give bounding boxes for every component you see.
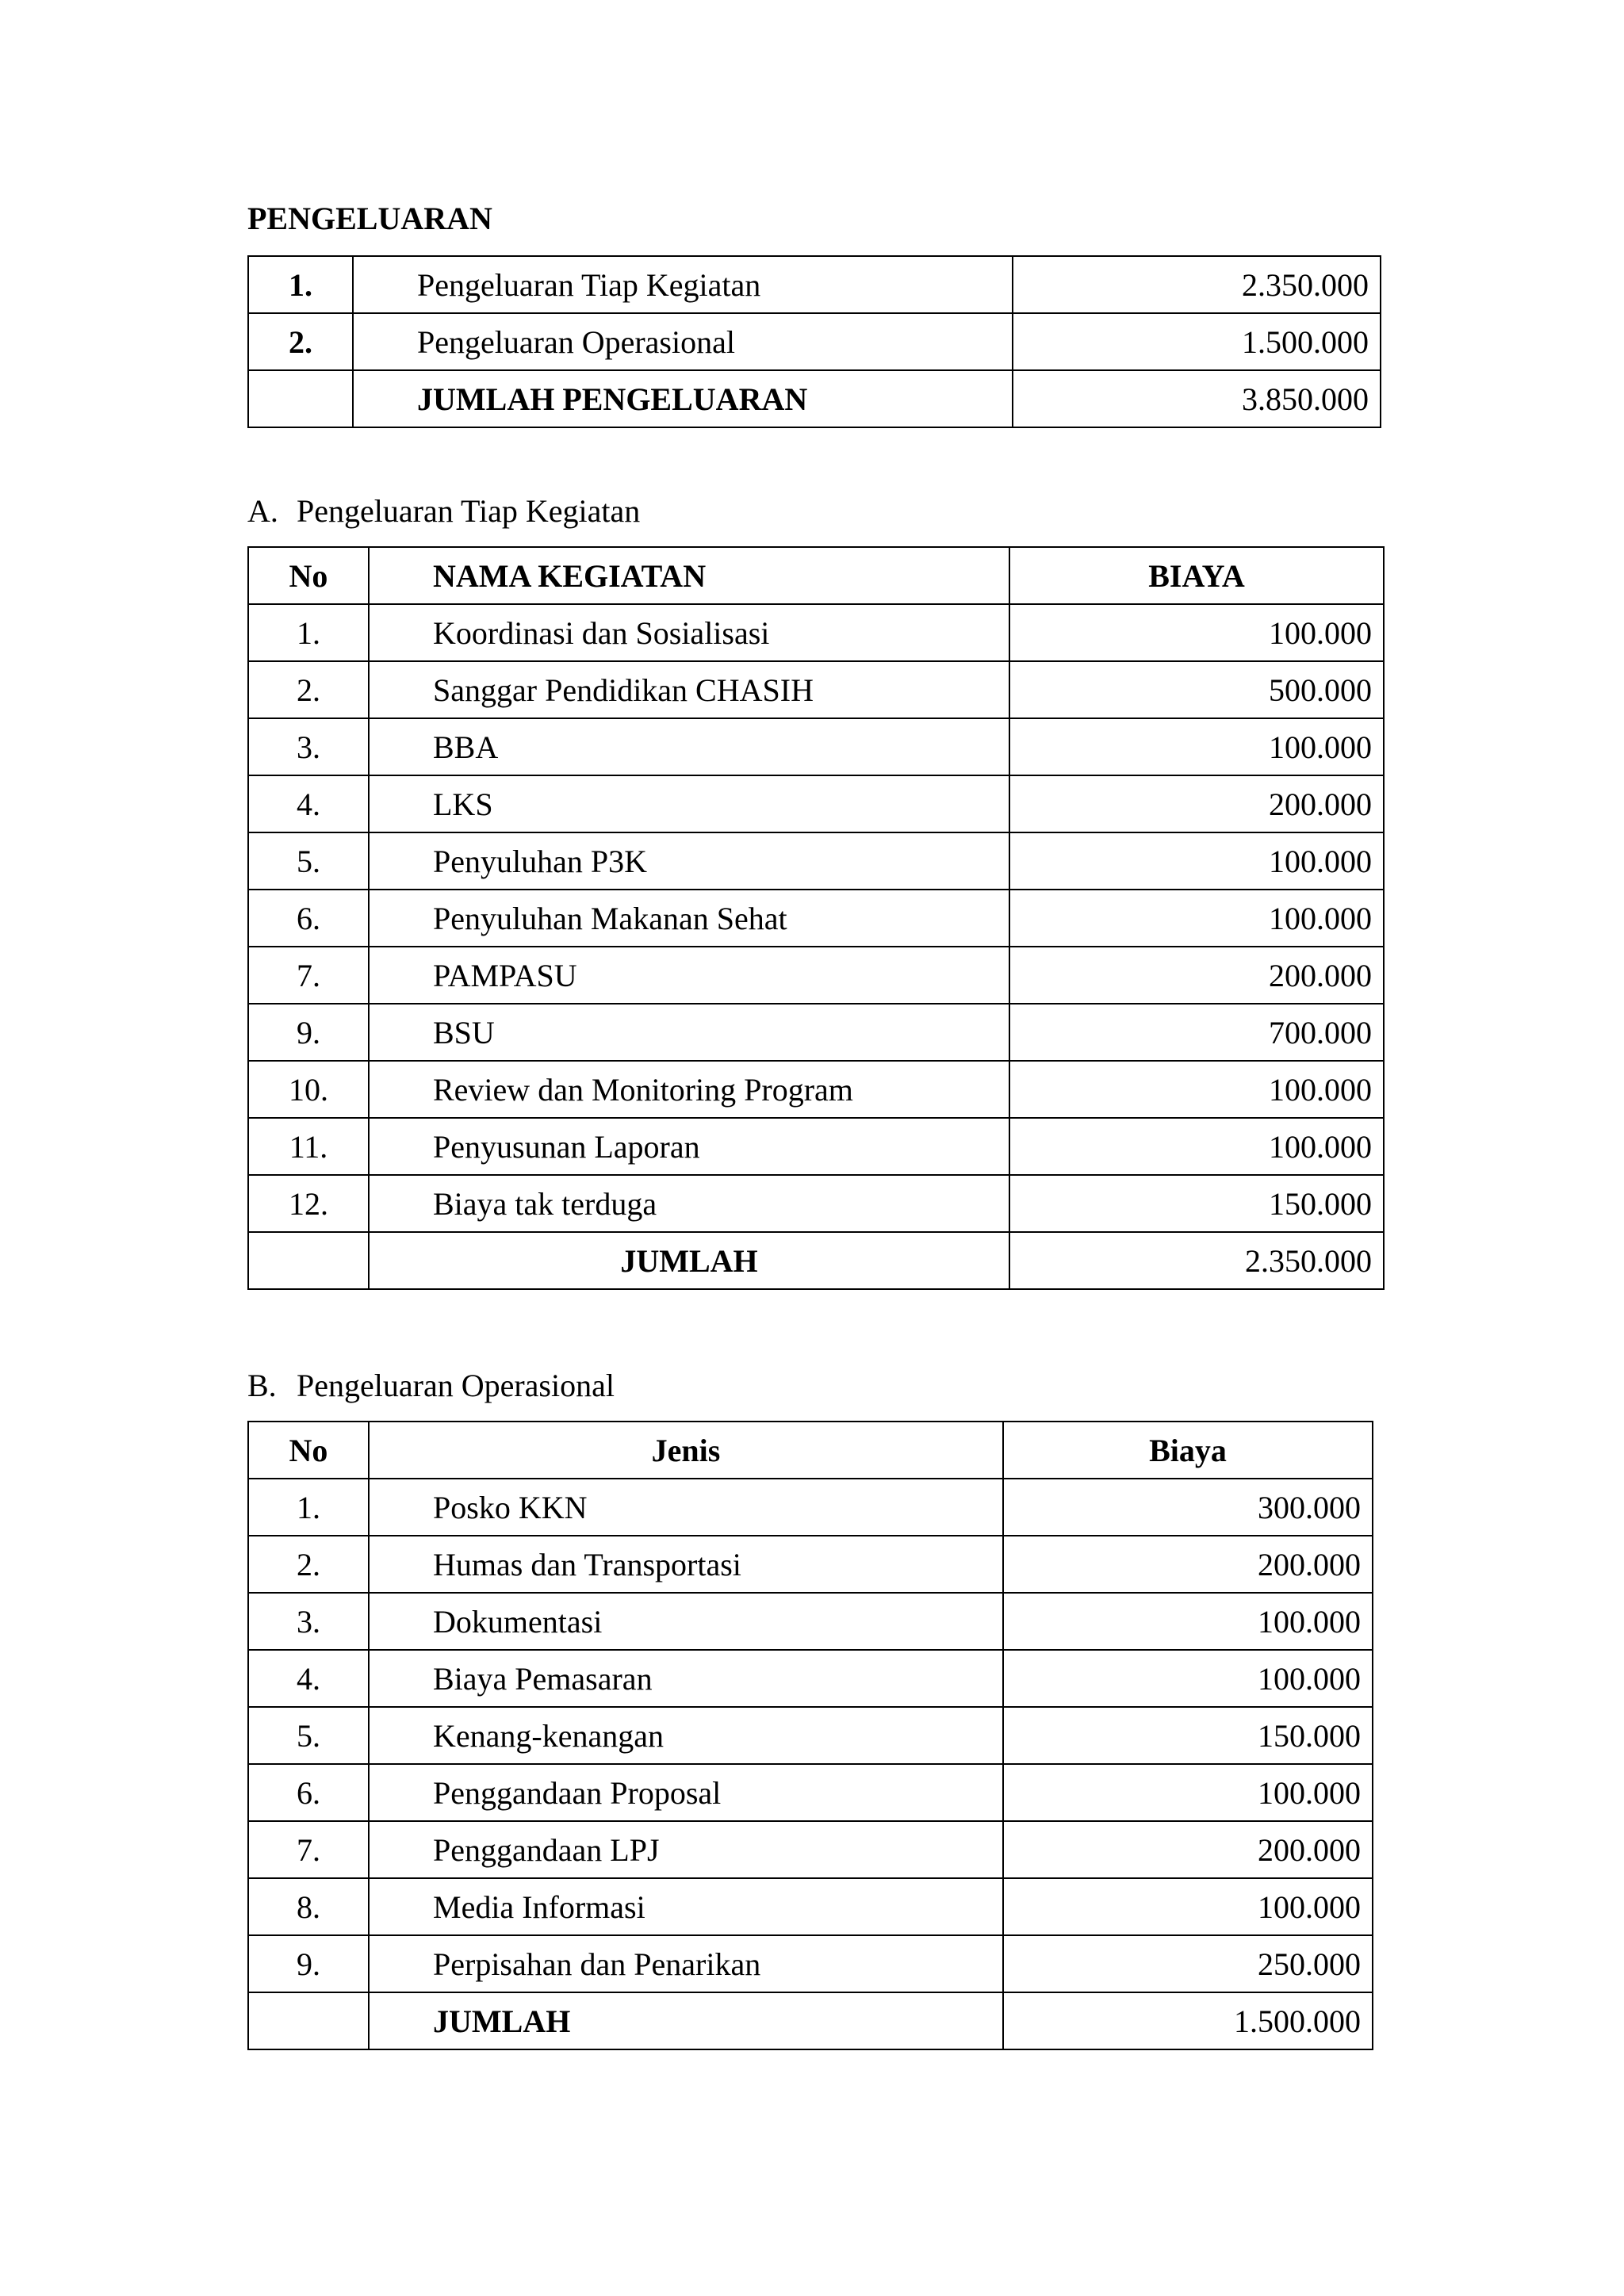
row-cost: 100.000 xyxy=(1003,1878,1373,1935)
header-cost: BIAYA xyxy=(1009,547,1384,604)
table-row xyxy=(248,313,1381,370)
row-cost: 100.000 xyxy=(1009,890,1384,947)
row-number: 5. xyxy=(248,1707,369,1764)
table-row xyxy=(248,1878,1373,1935)
empty-cell xyxy=(248,370,353,427)
row-cost: 500.000 xyxy=(1009,661,1384,718)
section-letter: A. xyxy=(247,493,278,529)
total-amount: 2.350.000 xyxy=(1009,1232,1384,1289)
operational-expenses-table xyxy=(247,1421,1373,2050)
row-amount: 2.350.000 xyxy=(1013,256,1381,313)
header-no: No xyxy=(248,547,369,604)
row-cost: 100.000 xyxy=(1009,1061,1384,1118)
row-cost: 100.000 xyxy=(1003,1593,1373,1650)
row-cost: 100.000 xyxy=(1009,832,1384,890)
row-cost: 100.000 xyxy=(1009,1118,1384,1175)
table-row xyxy=(248,718,1384,775)
row-name: BSU xyxy=(369,1004,1009,1061)
row-number: 8. xyxy=(248,1878,369,1935)
row-number: 9. xyxy=(248,1935,369,1992)
table-row xyxy=(248,1707,1373,1764)
row-name: Review dan Monitoring Program xyxy=(369,1061,1009,1118)
row-number: 3. xyxy=(248,1593,369,1650)
row-number: 1. xyxy=(248,256,353,313)
row-number: 6. xyxy=(248,1764,369,1821)
header-name: Jenis xyxy=(369,1422,1003,1479)
row-name: Penggandaan Proposal xyxy=(369,1764,1003,1821)
row-name: Dokumentasi xyxy=(369,1593,1003,1650)
row-cost: 200.000 xyxy=(1009,947,1384,1004)
activity-expenses-table xyxy=(247,546,1385,1290)
row-cost: 100.000 xyxy=(1009,718,1384,775)
header-row xyxy=(248,547,1384,604)
row-cost: 250.000 xyxy=(1003,1935,1373,1992)
table-row xyxy=(248,1764,1373,1821)
row-cost: 100.000 xyxy=(1009,604,1384,661)
row-item: Pengeluaran Tiap Kegiatan xyxy=(353,256,1013,313)
total-row xyxy=(248,1992,1373,2049)
row-cost: 300.000 xyxy=(1003,1479,1373,1536)
row-name: Koordinasi dan Sosialisasi xyxy=(369,604,1009,661)
row-name: Kenang-kenangan xyxy=(369,1707,1003,1764)
row-name: Penyuluhan Makanan Sehat xyxy=(369,890,1009,947)
row-name: PAMPASU xyxy=(369,947,1009,1004)
row-number: 1. xyxy=(248,604,369,661)
table-row xyxy=(248,1004,1384,1061)
row-item: Pengeluaran Operasional xyxy=(353,313,1013,370)
row-name: LKS xyxy=(369,775,1009,832)
table-row xyxy=(248,1118,1384,1175)
row-number: 10. xyxy=(248,1061,369,1118)
row-name: BBA xyxy=(369,718,1009,775)
total-amount: 1.500.000 xyxy=(1003,1992,1373,2049)
table-row xyxy=(248,1650,1373,1707)
header-row xyxy=(248,1422,1373,1479)
row-number: 3. xyxy=(248,718,369,775)
table-row xyxy=(248,661,1384,718)
row-cost: 700.000 xyxy=(1009,1004,1384,1061)
row-cost: 200.000 xyxy=(1009,775,1384,832)
total-row xyxy=(248,370,1381,427)
total-label: JUMLAH xyxy=(369,1232,1009,1289)
row-name: Sanggar Pendidikan CHASIH xyxy=(369,661,1009,718)
table-row xyxy=(248,604,1384,661)
row-cost: 150.000 xyxy=(1003,1707,1373,1764)
table-row xyxy=(248,832,1384,890)
section-title: Pengeluaran Operasional xyxy=(297,1368,615,1403)
row-number: 2. xyxy=(248,313,353,370)
table-row xyxy=(248,1061,1384,1118)
row-name: Penyusunan Laporan xyxy=(369,1118,1009,1175)
row-number: 7. xyxy=(248,947,369,1004)
empty-cell xyxy=(248,1992,369,2049)
row-name: Biaya tak terduga xyxy=(369,1175,1009,1232)
page-title: PENGELUARAN xyxy=(247,201,492,236)
table-row xyxy=(248,775,1384,832)
row-number: 4. xyxy=(248,1650,369,1707)
row-number: 12. xyxy=(248,1175,369,1232)
row-number: 7. xyxy=(248,1821,369,1878)
table-row xyxy=(248,1175,1384,1232)
row-number: 1. xyxy=(248,1479,369,1536)
empty-cell xyxy=(248,1232,369,1289)
row-name: Media Informasi xyxy=(369,1878,1003,1935)
section-title: Pengeluaran Tiap Kegiatan xyxy=(297,493,641,529)
row-name: Perpisahan dan Penarikan xyxy=(369,1935,1003,1992)
row-cost: 100.000 xyxy=(1003,1764,1373,1821)
total-label: JUMLAH xyxy=(369,1992,1003,2049)
table-row xyxy=(248,890,1384,947)
row-number: 11. xyxy=(248,1118,369,1175)
row-name: Humas dan Transportasi xyxy=(369,1536,1003,1593)
row-number: 9. xyxy=(248,1004,369,1061)
row-number: 2. xyxy=(248,1536,369,1593)
row-cost: 200.000 xyxy=(1003,1821,1373,1878)
row-name: Penggandaan LPJ xyxy=(369,1821,1003,1878)
table-row xyxy=(248,1593,1373,1650)
table-row xyxy=(248,1536,1373,1593)
row-name: Penyuluhan P3K xyxy=(369,832,1009,890)
total-row xyxy=(248,1232,1384,1289)
row-number: 5. xyxy=(248,832,369,890)
section-a-heading xyxy=(247,489,640,534)
header-no: No xyxy=(248,1422,369,1479)
header-name: NAMA KEGIATAN xyxy=(369,547,1009,604)
row-cost: 200.000 xyxy=(1003,1536,1373,1593)
section-b-heading xyxy=(247,1364,615,1408)
total-label: JUMLAH PENGELUARAN xyxy=(353,370,1013,427)
row-name: Biaya Pemasaran xyxy=(369,1650,1003,1707)
table-row xyxy=(248,256,1381,313)
table-row xyxy=(248,947,1384,1004)
row-cost: 150.000 xyxy=(1009,1175,1384,1232)
table-row xyxy=(248,1935,1373,1992)
row-number: 2. xyxy=(248,661,369,718)
section-letter: B. xyxy=(247,1368,277,1403)
row-number: 6. xyxy=(248,890,369,947)
summary-table xyxy=(247,255,1381,428)
row-number: 4. xyxy=(248,775,369,832)
total-amount: 3.850.000 xyxy=(1013,370,1381,427)
row-name: Posko KKN xyxy=(369,1479,1003,1536)
table-row xyxy=(248,1821,1373,1878)
header-cost: Biaya xyxy=(1003,1422,1373,1479)
row-cost: 100.000 xyxy=(1003,1650,1373,1707)
table-row xyxy=(248,1479,1373,1536)
row-amount: 1.500.000 xyxy=(1013,313,1381,370)
